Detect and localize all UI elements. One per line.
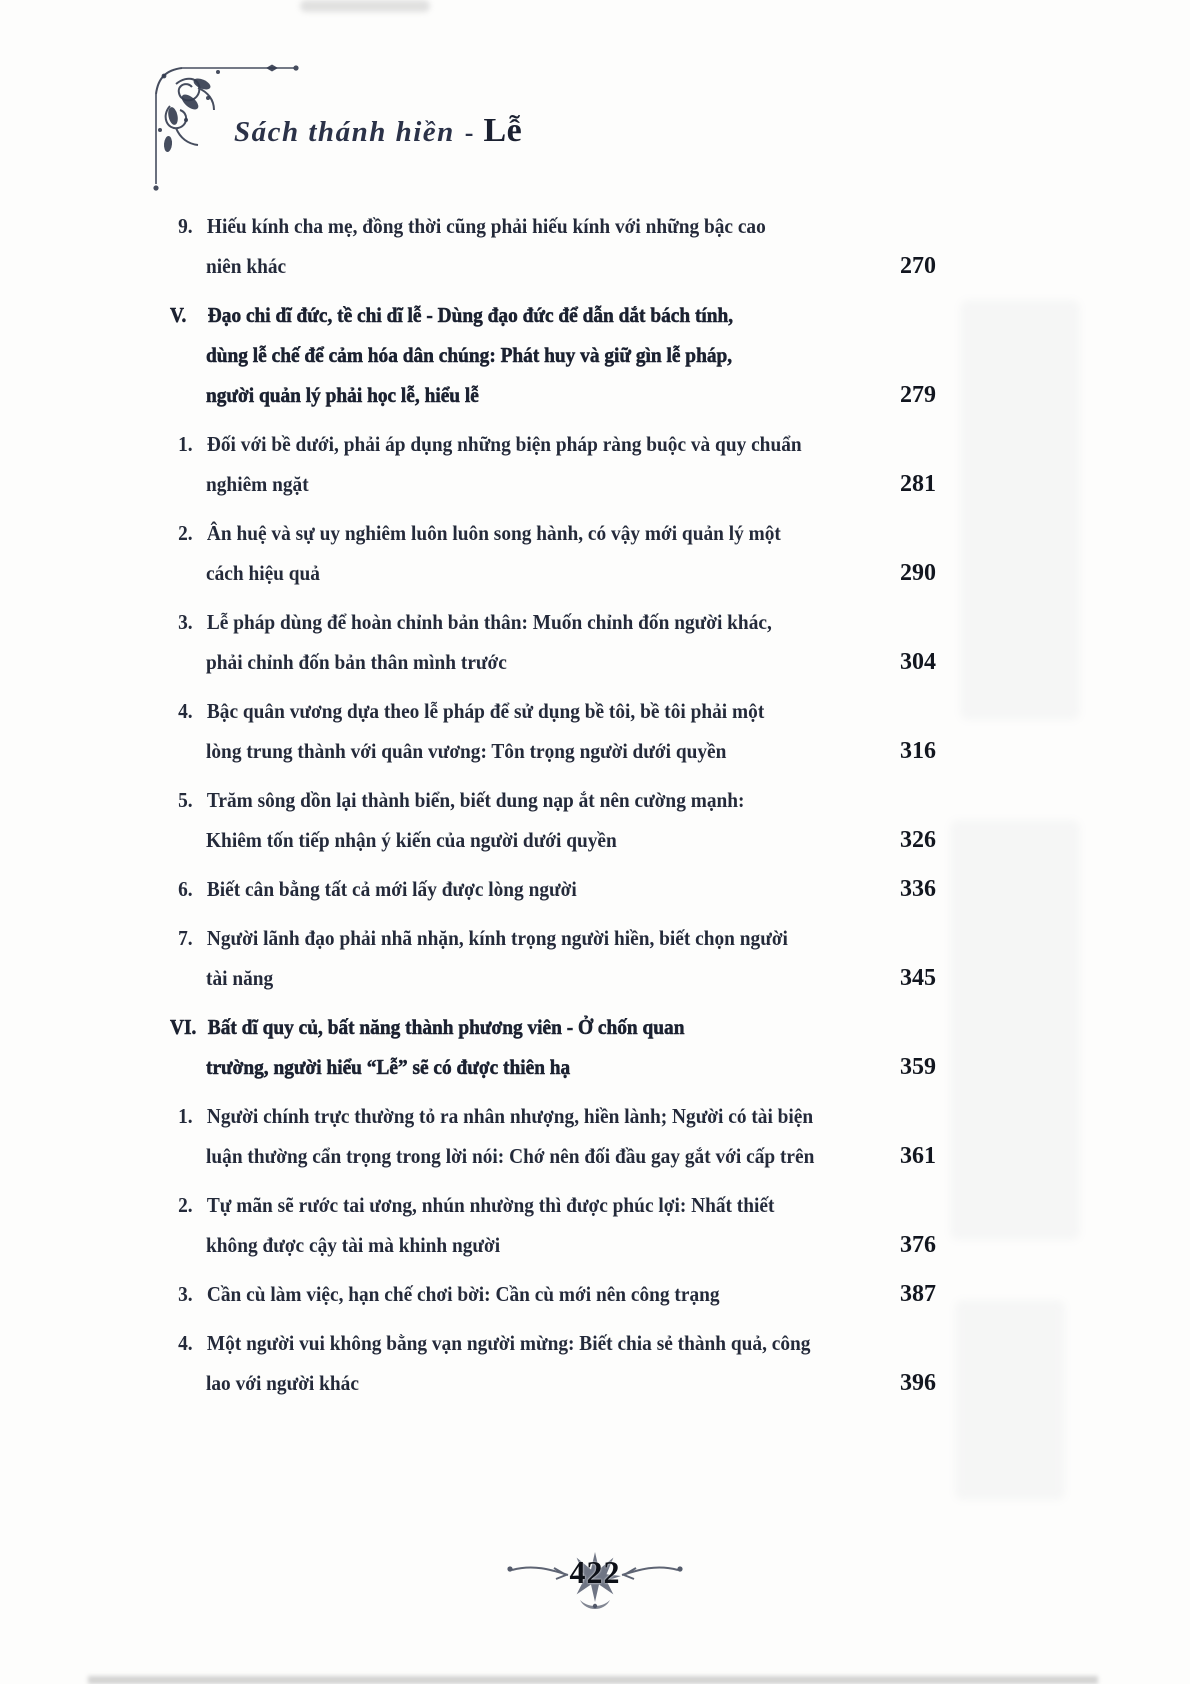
toc-entry-page-number: 387 (872, 1279, 936, 1309)
toc-entry (170, 691, 936, 771)
toc-entry (170, 1185, 936, 1265)
toc-entry-page-number: 279 (872, 380, 936, 410)
toc-entry (170, 1323, 936, 1403)
toc-entry-page-number: 290 (872, 558, 936, 588)
volume-title: Lễ (483, 112, 523, 149)
bleed-through-mark (955, 1300, 1065, 1500)
toc-entry-line-continued: trường, người hiểu “Lễ” sẽ có được thiên hạ (206, 1055, 571, 1079)
toc-entry-line-first: 3. Cần cù làm việc, hạn chế chơi bời: Cần cù mới nên công trạng (170, 1274, 859, 1314)
toc-entry-text (170, 1274, 859, 1314)
toc-entry-line-continued: luận thường cẩn trọng trong lời nói: Chớ nên đối đầu gay gắt với cấp trên (206, 1144, 815, 1168)
toc-entry-number: VI. (170, 1015, 197, 1039)
toc-entry-page-number: 376 (872, 1230, 936, 1260)
toc-entry (170, 513, 936, 593)
toc-entry-line-first: 2. Ân huệ và sự uy nghiêm luôn luôn song hành, có vậy mới quản lý một (170, 513, 859, 553)
toc-entry-text (170, 1185, 859, 1265)
toc-entry-line-first: 3. Lễ pháp dùng để hoàn chỉnh bản thân: Muốn chỉnh đốn người khác, (170, 602, 859, 642)
toc-entry-line-continued: không được cậy tài mà khinh người (206, 1233, 501, 1257)
toc-entry-line-continued: cách hiệu quả (206, 561, 320, 585)
toc-entry-page-number: 345 (872, 963, 936, 993)
toc-entry-text (170, 424, 859, 504)
toc-entry-line-continued: tài năng (206, 966, 274, 990)
running-head (234, 112, 522, 150)
title-separator: - (464, 118, 474, 147)
toc-entry-line-continued: Khiêm tốn tiếp nhận ý kiến của người dưới quyền (206, 828, 617, 852)
toc-entry-text (170, 295, 859, 415)
toc-entry-line-continued: dùng lễ chế để cảm hóa dân chúng: Phát huy và giữ gìn lễ pháp, (206, 343, 733, 367)
toc-entry-number: 2. (178, 521, 193, 545)
scan-smudge-top (300, 0, 430, 12)
toc-list (170, 206, 936, 1412)
toc-entry-number: 4. (178, 699, 193, 723)
toc-entry (170, 1274, 936, 1314)
toc-entry-page-number: 359 (872, 1052, 936, 1082)
toc-entry-number: 7. (178, 926, 193, 950)
toc-entry-line-first: 5. Trăm sông dồn lại thành biển, biết dung nạp ắt nên cường mạnh: (170, 780, 859, 820)
toc-entry-line-first: 4. Bậc quân vương dựa theo lễ pháp để sử dụng bề tôi, bề tôi phải một (170, 691, 859, 731)
toc-entry-line-first: 1. Đối với bề dưới, phải áp dụng những biện pháp ràng buộc và quy chuẩn (170, 424, 859, 464)
toc-entry-number: 3. (178, 610, 193, 634)
toc-entry-page-number: 270 (872, 251, 936, 281)
toc-entry-line-continued: nghiêm ngặt (206, 472, 309, 496)
toc-entry-line-first: 6. Biết cân bằng tất cả mới lấy được lòng người (170, 869, 859, 909)
toc-entry-text (170, 1323, 859, 1403)
toc-entry-page-number: 304 (872, 647, 936, 677)
toc-entry (170, 869, 936, 909)
toc-entry-line-continued: lòng trung thành với quân vương: Tôn trọng người dưới quyền (206, 739, 727, 763)
toc-entry (170, 424, 936, 504)
toc-entry-line-continued: niên khác (206, 254, 287, 278)
toc-entry-number: 4. (178, 1331, 193, 1355)
series-title: Sách thánh hiền (234, 116, 455, 148)
toc-entry-text (170, 918, 859, 998)
toc-entry (170, 206, 936, 286)
toc-entry-number: 2. (178, 1193, 193, 1217)
toc-entry-line-first: 4. Một người vui không bằng vạn người mừng: Biết chia sẻ thành quả, công (170, 1323, 859, 1363)
toc-entry (170, 602, 936, 682)
toc-entry (170, 1096, 936, 1176)
toc-entry-line-first: 7. Người lãnh đạo phải nhã nhặn, kính trọng người hiền, biết chọn người (170, 918, 859, 958)
toc-entry-text (170, 513, 859, 593)
toc-entry-line-first: 1. Người chính trực thường tỏ ra nhân nhượng, hiền lành; Người có tài biện (170, 1096, 859, 1136)
footer-page-number: 422 (569, 1554, 621, 1590)
toc-entry-text (170, 1096, 859, 1176)
toc-entry (170, 295, 936, 415)
toc-entry-text (170, 869, 859, 909)
toc-entry-number: 5. (178, 788, 193, 812)
toc-entry-line-first: 9. Hiếu kính cha mẹ, đồng thời cũng phải hiếu kính với những bậc cao (170, 206, 859, 246)
toc-entry-line-first: VI. Bất dĩ quy củ, bất năng thành phương viên - Ở chốn quan (170, 1007, 859, 1047)
toc-entry-text (170, 691, 859, 771)
scan-smudge-bottom (88, 1676, 1098, 1684)
toc-entry (170, 780, 936, 860)
toc-entry-number: 1. (178, 432, 193, 456)
toc-entry-text (170, 602, 859, 682)
toc-entry-number: 1. (178, 1104, 193, 1128)
toc-entry-text (170, 1007, 859, 1087)
toc-entry-number: V. (170, 303, 187, 327)
toc-entry-number: 9. (178, 214, 193, 238)
toc-entry-text (170, 206, 859, 286)
toc-entry-number: 3. (178, 1282, 193, 1306)
page-footer (500, 1544, 690, 1622)
toc-entry-page-number: 326 (872, 825, 936, 855)
bleed-through-mark (960, 300, 1080, 720)
toc-entry-number: 6. (178, 877, 193, 901)
toc-entry-page-number: 336 (872, 874, 936, 904)
toc-entry (170, 918, 936, 998)
toc-entry-line-continued: người quản lý phải học lễ, hiểu lễ (206, 383, 479, 407)
toc-entry-page-number: 316 (872, 736, 936, 766)
toc-entry-page-number: 396 (872, 1368, 936, 1398)
toc-entry-page-number: 361 (872, 1141, 936, 1171)
toc-entry (170, 1007, 936, 1087)
toc-entry-text (170, 780, 859, 860)
toc-entry-line-first: 2. Tự mãn sẽ rước tai ương, nhún nhường thì được phúc lợi: Nhất thiết (170, 1185, 859, 1225)
bleed-through-mark (950, 820, 1080, 1240)
toc-entry-page-number: 281 (872, 469, 936, 499)
toc-entry-line-continued: lao với người khác (206, 1371, 359, 1395)
toc-entry-line-continued: phải chỉnh đốn bản thân mình trước (206, 650, 507, 674)
toc-entry-line-first: V. Đạo chi dĩ đức, tề chi dĩ lễ - Dùng đạo đức để dẫn dắt bách tính, (170, 295, 859, 335)
